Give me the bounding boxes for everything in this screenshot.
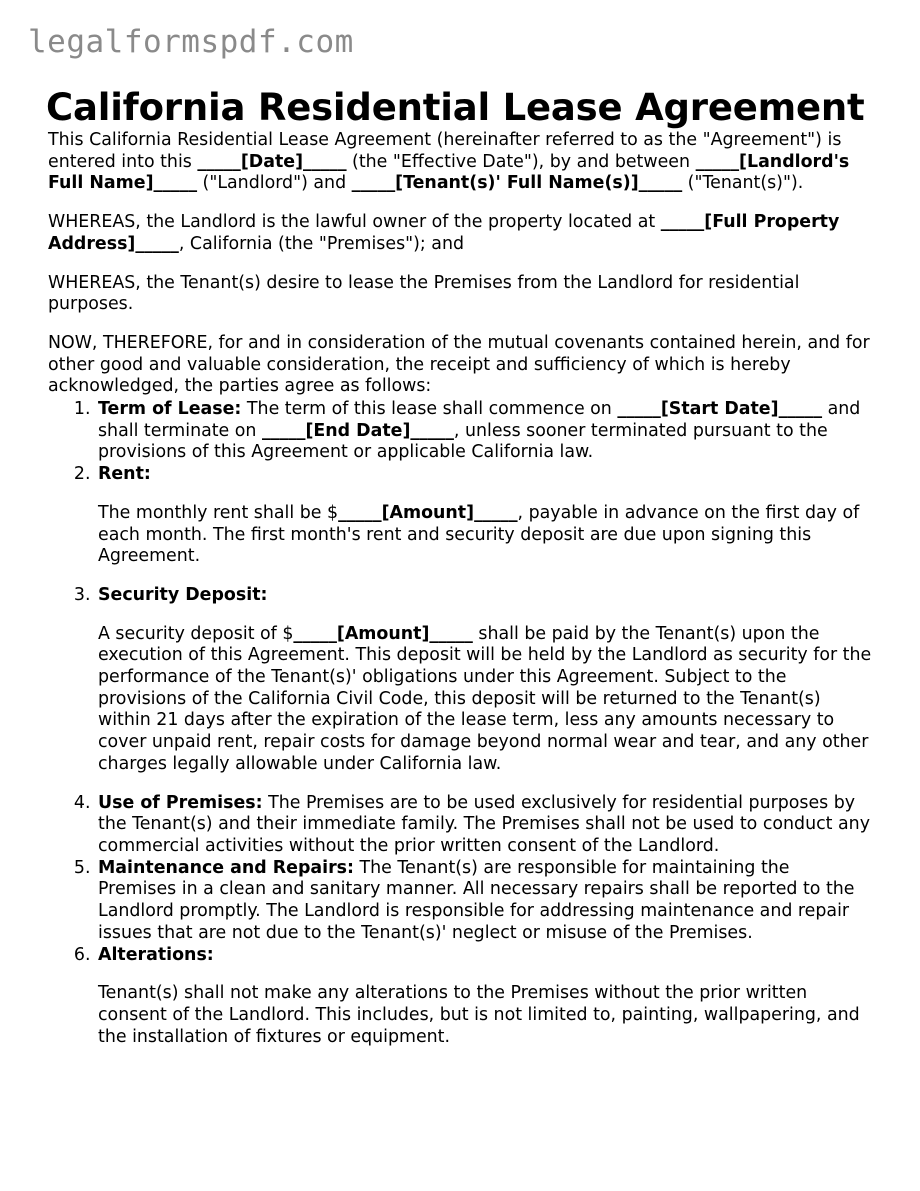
clause-text-security-deposit — [98, 585, 872, 607]
fill-in-blank-rule: _____ — [153, 173, 198, 194]
page-title: California Residential Lease Agreement — [46, 85, 865, 129]
fill-in-blank-label: [Tenant(s)' Full Name(s)] — [395, 173, 639, 194]
paragraph-recital-consideration — [48, 333, 872, 398]
fill-in-blank-rule: _____ — [351, 173, 396, 194]
text-run: The Tenant(s) are responsible for maintaining the Premises in a clean and sanitary manner. All necessary repairs shall be reported to the Landlord promptly. The Landlord is responsible for addressing maintenance and repair issues that are not due to the Tenant(s)' neglect or misuse of the Premises. — [98, 857, 855, 943]
clause-item-rent — [96, 464, 872, 568]
text-run: The term of this lease shall commence on — [241, 399, 618, 420]
fill-in-blank-label: [End Date] — [305, 420, 411, 441]
fill-in-blank-rule: _____ — [474, 502, 518, 523]
text-run: NOW, THEREFORE, for and in consideration of the mutual covenants contained herein, and for other good and valuable consideration, the receipt and sufficiency of which is hereby acknowledged, the parties agree as follows: — [48, 332, 870, 397]
fill-in-blank-rule: _____ — [338, 502, 382, 523]
fill-in-blank-rule: _____ — [778, 399, 823, 420]
fill-in-blank-label: [Full Property Address] — [48, 212, 840, 254]
text-run: shall be paid by the Tenant(s) upon the execution of this Agreement. This deposit will be held by the Landlord as security for the performance of the Tenant(s)' obligations under this Agreement. Subject to the provisions of the California Civil Code, this deposit will be returned to the Tenant(s) within 21 days after the expiration of the lease term, less any amounts necessary to cover unpaid rent, repair costs for damage beyond normal wear and tear, and any other charges legally allowable under California law. — [98, 623, 872, 774]
paragraph-alterations-body — [98, 983, 872, 1048]
paragraph-rent-body — [98, 503, 872, 568]
paragraph-recital-desire — [48, 273, 872, 316]
fill-in-blank-label: Use of Premises: — [98, 792, 263, 813]
clause-text-rent — [98, 464, 872, 486]
text-run: , unless sooner terminated pursuant to the provisions of this Agreement or applicable California law. — [98, 420, 828, 463]
text-run: A security deposit of $ — [98, 623, 294, 644]
fill-in-blank-rule: _____ — [303, 151, 347, 172]
clause-item-security-deposit — [96, 585, 872, 776]
clause-text-maintenance-and-repairs — [98, 858, 872, 945]
text-run: This California Residential Lease Agreement (hereinafter referred to as the "Agreement") is entered into this — [48, 130, 842, 172]
fill-in-blank-rule: _____ — [293, 623, 337, 644]
recitals-section — [48, 130, 872, 398]
text-run: Tenant(s) shall not make any alterations to the Premises without the prior written consent of the Landlord. This includes, but is not limited to, painting, wallpapering, and the installation of fixtures or equipment. — [98, 983, 860, 1047]
clause-text-use-of-premises — [98, 793, 872, 858]
paragraph-security-deposit-body — [98, 624, 872, 776]
fill-in-blank-rule: _____ — [695, 151, 740, 172]
fill-in-blank-label: Alterations: — [98, 944, 214, 965]
fill-in-blank-label: Rent: — [98, 464, 151, 485]
clause-item-alterations — [96, 945, 872, 1049]
fill-in-blank-rule: _____ — [617, 399, 661, 420]
clause-item-maintenance-and-repairs — [96, 858, 872, 945]
clause-item-use-of-premises — [96, 793, 872, 858]
fill-in-blank-label: [Amount] — [336, 623, 430, 644]
fill-in-blank-rule: _____ — [135, 233, 179, 254]
text-run: WHEREAS, the Landlord is the lawful owner of the property located at — [48, 212, 661, 233]
fill-in-blank-rule: _____ — [197, 151, 241, 172]
site-watermark: legalformspdf.com — [28, 24, 354, 60]
clause-list — [48, 399, 872, 1048]
fill-in-blank-rule: _____ — [261, 420, 306, 441]
fill-in-blank-rule: _____ — [638, 173, 683, 194]
document-body — [48, 130, 872, 1065]
fill-in-blank-label: Security Deposit: — [98, 584, 268, 605]
text-run: and shall terminate on — [98, 399, 861, 441]
paragraph-recital-parties — [48, 130, 872, 195]
clause-text-alterations — [98, 945, 872, 967]
fill-in-blank-label: [Amount] — [381, 502, 475, 523]
paragraph-recital-owner — [48, 212, 872, 255]
text-run: The Premises are to be used exclusively for residential purposes by the Tenant(s) and their immediate family. The Premises shall not be used to conduct any commercial activities without the prior written consent of the Landlord. — [98, 792, 870, 856]
text-run: (the "Effective Date"), by and between — [346, 151, 696, 172]
fill-in-blank-rule: _____ — [410, 420, 454, 441]
text-run: ("Tenant(s)"). — [682, 173, 804, 194]
fill-in-blank-label: [Start Date] — [660, 399, 779, 420]
fill-in-blank-label: [Landlord's Full Name] — [48, 151, 850, 194]
text-run: WHEREAS, the Tenant(s) desire to lease the Premises from the Landlord for residential purposes. — [48, 272, 800, 315]
fill-in-blank-rule: _____ — [660, 212, 705, 233]
text-run: ("Landlord") and — [197, 173, 352, 194]
clause-item-term-of-lease — [96, 399, 872, 464]
text-run: , payable in advance on the first day of each month. The first month's rent and security deposit are due upon signing this Agreement. — [98, 502, 860, 567]
text-run: , California (the "Premises"); and — [178, 233, 465, 254]
text-run: The monthly rent shall be $ — [98, 502, 339, 523]
fill-in-blank-label: [Date] — [240, 151, 304, 172]
fill-in-blank-rule: _____ — [429, 623, 473, 644]
fill-in-blank-label: Maintenance and Repairs: — [98, 857, 354, 878]
clause-text-term-of-lease — [98, 399, 872, 464]
fill-in-blank-label: Term of Lease: — [98, 399, 242, 420]
